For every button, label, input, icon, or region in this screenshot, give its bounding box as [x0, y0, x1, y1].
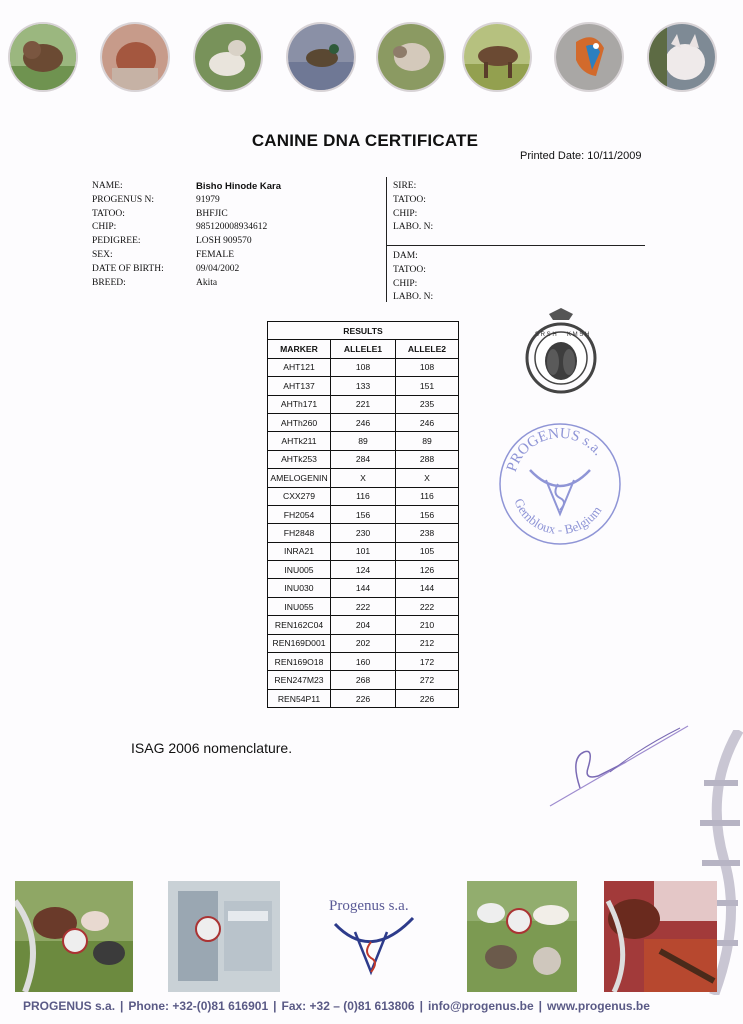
marker-cell: REN169D001	[268, 634, 331, 652]
dog-icon	[10, 24, 76, 90]
info-row-pedigree	[92, 235, 376, 249]
dam-info	[393, 250, 433, 305]
footer-phone: Phone: +32-(0)81 616901	[128, 999, 269, 1013]
marker-cell: REN54P11	[268, 689, 331, 707]
sire-chip-label: CHIP:	[393, 208, 418, 219]
footer-fax: Fax: +32 – (0)81 613806	[281, 999, 415, 1013]
marker-cell: INU030	[268, 579, 331, 597]
info-row-progenus	[92, 194, 376, 208]
dam-labo-label: LABO. N:	[393, 292, 434, 303]
table-row	[268, 358, 459, 376]
info-value: FEMALE	[196, 249, 234, 260]
allele2-cell: 126	[396, 561, 459, 579]
allele2-cell: 108	[396, 358, 459, 376]
info-label: DATE OF BIRTH:	[92, 263, 164, 274]
table-row	[268, 542, 459, 560]
marker-cell: AHT121	[268, 358, 331, 376]
printed-date: Printed Date: 10/11/2009	[520, 150, 642, 162]
sire-tatoo-label: TATOO:	[393, 194, 426, 205]
allele1-cell: 230	[331, 524, 396, 542]
parrot-icon	[556, 24, 622, 90]
table-row	[268, 469, 459, 487]
stamp-text-bottom: Gembloux - Belgium	[511, 496, 605, 538]
allele1-cell: 204	[331, 616, 396, 634]
column-header-allele1: ALLELE1	[331, 340, 396, 358]
allele1-cell: 202	[331, 634, 396, 652]
table-row	[268, 413, 459, 431]
allele1-cell: 160	[331, 653, 396, 671]
marker-cell: AHTh260	[268, 413, 331, 431]
sire-label: SIRE:	[393, 181, 417, 191]
info-label: PROGENUS N:	[92, 194, 155, 205]
logo-text: Progenus s.a.	[329, 898, 409, 914]
info-value: Bisho Hinode Kara	[196, 181, 281, 192]
duck-icon	[288, 24, 354, 90]
dam-tatoo-label: TATOO:	[393, 264, 426, 275]
info-label: PEDIGREE:	[92, 236, 141, 247]
info-row-dob	[92, 263, 376, 277]
allele1-cell: 116	[331, 487, 396, 505]
table-row	[268, 579, 459, 597]
marker-cell: AHTh171	[268, 395, 331, 413]
marker-cell: INU005	[268, 561, 331, 579]
certificate-title: CANINE DNA CERTIFICATE	[251, 131, 479, 150]
results-title: RESULTS	[268, 322, 459, 340]
table-row	[268, 597, 459, 615]
cow-photo	[15, 881, 133, 992]
divider-vertical	[386, 177, 387, 302]
dam-label: DAM:	[393, 251, 418, 261]
allele1-cell: 101	[331, 542, 396, 560]
marker-cell: INU055	[268, 597, 331, 615]
table-row	[268, 524, 459, 542]
table-row	[268, 450, 459, 468]
info-label: BREED:	[92, 277, 126, 288]
results-table	[267, 321, 459, 708]
info-row-chip	[92, 221, 376, 235]
seal-text-right: K M S H	[567, 332, 590, 338]
marker-cell: FH2054	[268, 505, 331, 523]
table-row	[268, 432, 459, 450]
marker-cell: AHT137	[268, 377, 331, 395]
dam-chip-label: CHIP:	[393, 278, 418, 289]
progenus-logo	[325, 888, 423, 984]
cat-icon	[102, 24, 168, 90]
allele1-cell: 133	[331, 377, 396, 395]
stamp-text-top: PROGENUS s.a.	[503, 425, 607, 474]
allele1-cell: 124	[331, 561, 396, 579]
info-value: 91979	[196, 194, 220, 205]
cat-icon	[649, 24, 715, 90]
table-row	[268, 505, 459, 523]
allele2-cell: 288	[396, 450, 459, 468]
info-value: 09/04/2002	[196, 263, 240, 274]
allele2-cell: 246	[396, 413, 459, 431]
allele1-cell: 284	[331, 450, 396, 468]
table-row	[268, 377, 459, 395]
sheep-icon	[378, 24, 444, 90]
svg-text:Gembloux - Belgium	[511, 496, 604, 537]
progenus-stamp	[496, 420, 624, 548]
goat-icon	[195, 24, 261, 90]
marker-cell: REN247M23	[268, 671, 331, 689]
allele1-cell: 156	[331, 505, 396, 523]
info-value: 985120008934612	[196, 222, 268, 233]
info-value: Akita	[196, 277, 218, 288]
column-header-allele2: ALLELE2	[396, 340, 459, 358]
footer-website-link[interactable]: www.progenus.be	[547, 999, 650, 1013]
info-label: SEX:	[92, 249, 113, 260]
column-header-marker: MARKER	[268, 340, 331, 358]
table-row	[268, 561, 459, 579]
info-value: BHFJIC	[196, 208, 228, 219]
allele2-cell: 272	[396, 671, 459, 689]
signature	[540, 718, 700, 808]
table-row	[268, 395, 459, 413]
allele2-cell: 226	[396, 689, 459, 707]
allele1-cell: 246	[331, 413, 396, 431]
table-row	[268, 689, 459, 707]
allele1-cell: 89	[331, 432, 396, 450]
marker-cell: REN169O18	[268, 653, 331, 671]
nomenclature-note: ISAG 2006 nomenclature.	[131, 740, 293, 756]
table-row	[268, 671, 459, 689]
info-row-sex	[92, 249, 376, 263]
allele2-cell: 235	[396, 395, 459, 413]
table-row	[268, 616, 459, 634]
allele1-cell: X	[331, 469, 396, 487]
allele2-cell: 238	[396, 524, 459, 542]
marker-cell: AHTk211	[268, 432, 331, 450]
footer-contact-bar: PROGENUS s.a. | Phone: +32-(0)81 616901 | Fax: +32 – (0)81 613806 | info@progenus.be | www.progenus.be	[18, 999, 728, 1013]
info-label: CHIP:	[92, 222, 117, 233]
divider-horizontal	[386, 245, 645, 246]
sire-info	[393, 180, 433, 235]
allele1-cell: 226	[331, 689, 396, 707]
allele2-cell: 105	[396, 542, 459, 560]
info-row-tatoo	[92, 208, 376, 222]
allele2-cell: X	[396, 469, 459, 487]
allele2-cell: 156	[396, 505, 459, 523]
info-label: NAME:	[92, 181, 123, 191]
marker-cell: AMELOGENIN	[268, 469, 331, 487]
info-label: TATOO:	[92, 208, 125, 219]
allele1-cell: 144	[331, 579, 396, 597]
sheep-goat-photo	[467, 881, 577, 992]
marker-cell: REN162C04	[268, 616, 331, 634]
results-body	[268, 358, 459, 707]
allele2-cell: 222	[396, 597, 459, 615]
allele2-cell: 212	[396, 634, 459, 652]
allele2-cell: 172	[396, 653, 459, 671]
horse-icon	[464, 24, 530, 90]
footer-email-link[interactable]: info@progenus.be	[427, 999, 534, 1013]
table-row	[268, 634, 459, 652]
allele2-cell: 210	[396, 616, 459, 634]
meat-photo	[604, 881, 717, 992]
allele1-cell: 222	[331, 597, 396, 615]
allele2-cell: 144	[396, 579, 459, 597]
info-row-name	[92, 180, 376, 194]
table-row	[268, 487, 459, 505]
allele2-cell: 89	[396, 432, 459, 450]
footer-company: PROGENUS s.a.	[23, 999, 116, 1013]
table-row	[268, 653, 459, 671]
allele1-cell: 221	[331, 395, 396, 413]
sire-labo-label: LABO. N:	[393, 222, 434, 233]
kennel-club-seal	[521, 306, 601, 400]
dog-info	[92, 180, 376, 290]
allele1-cell: 108	[331, 358, 396, 376]
info-value: LOSH 909570	[196, 236, 252, 247]
info-row-breed	[92, 277, 376, 291]
allele2-cell: 116	[396, 487, 459, 505]
marker-cell: INRA21	[268, 542, 331, 560]
marker-cell: AHTk253	[268, 450, 331, 468]
allele2-cell: 151	[396, 377, 459, 395]
seal-text-left: S R S H	[535, 332, 557, 338]
lab-photo	[168, 881, 280, 992]
marker-cell: CXX279	[268, 487, 331, 505]
marker-cell: FH2848	[268, 524, 331, 542]
allele1-cell: 268	[331, 671, 396, 689]
